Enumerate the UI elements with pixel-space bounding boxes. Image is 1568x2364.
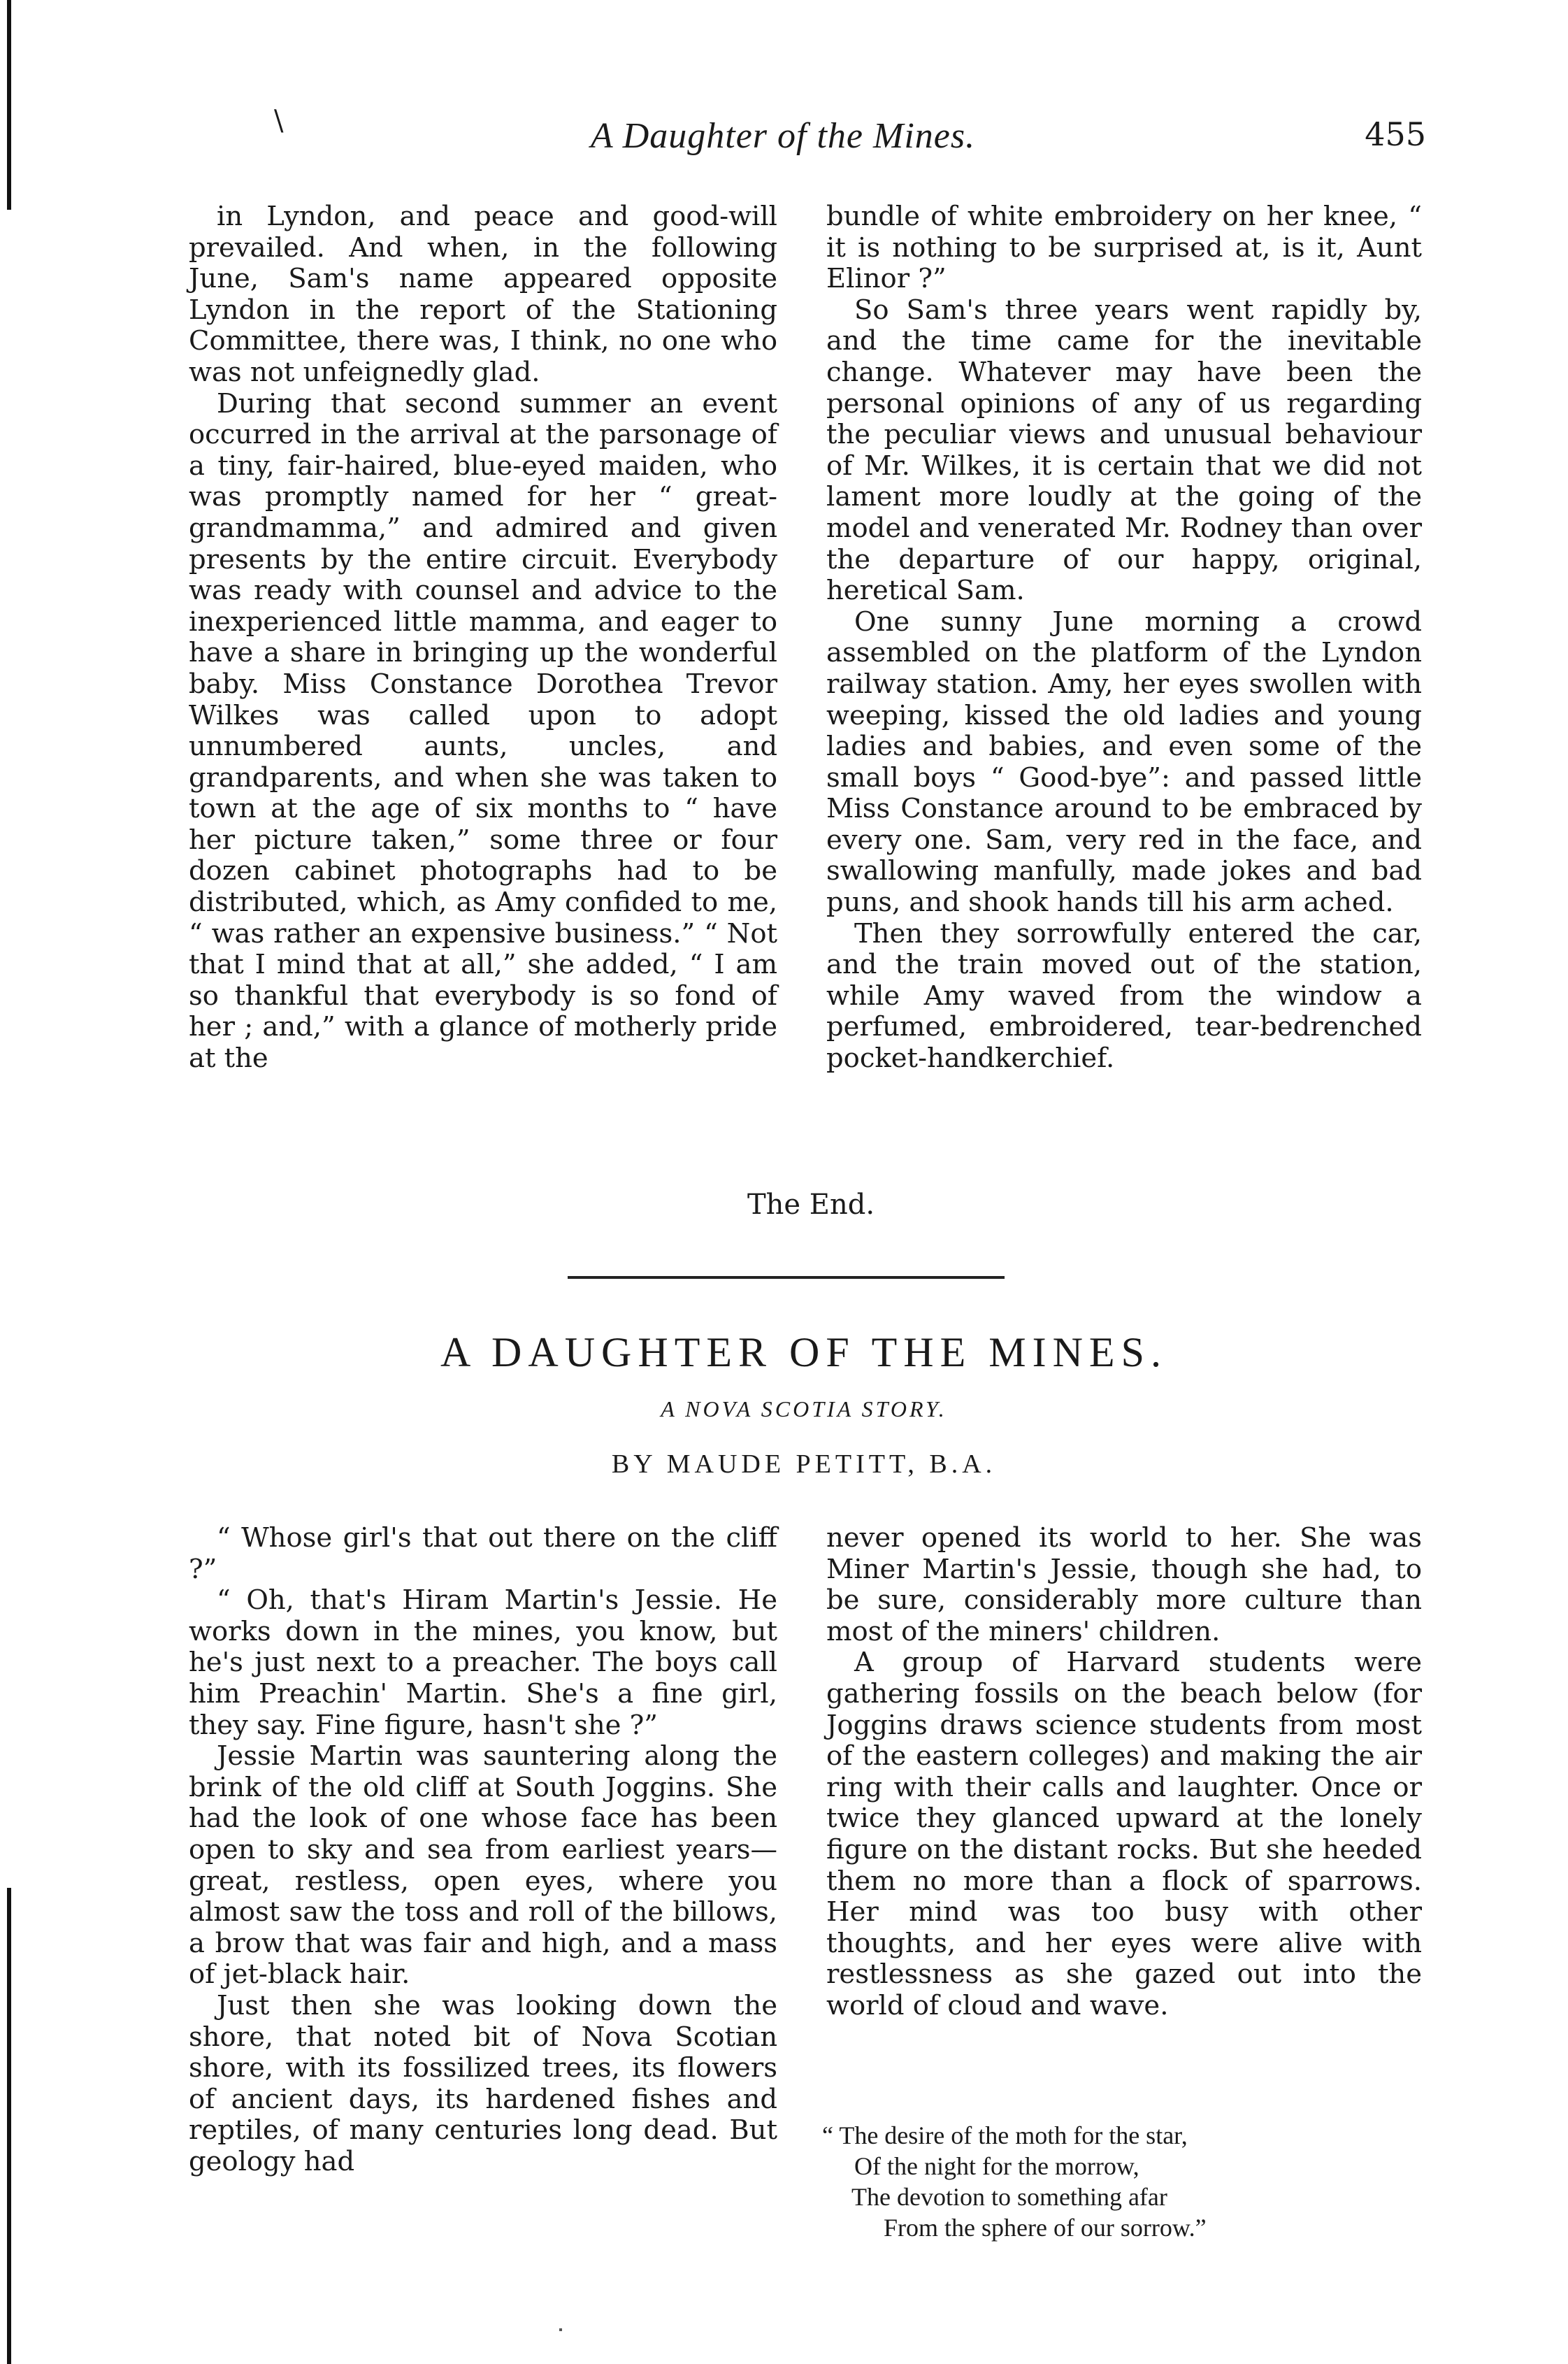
paragraph: “ Whose girl's that out there on the cliff ?” bbox=[189, 1522, 777, 1585]
paragraph: A group of Harvard students were gathering fossils on the beach below (for Joggins draws science students from most of the eastern colleges) and making the air ring with their calls and laughter. Once or twice they glanced upward at the lonely figure on the distant rocks. But she heeded them no more than a flock of sparrows. Her mind was too busy with other thoughts, and her eyes were alive with restlessness as she gazed out into the world of cloud and wave. bbox=[826, 1647, 1422, 2021]
paragraph: Jessie Martin was sauntering along the brink of the old cliff at South Joggins. She had the look of one whose face has been open to sky and sea from earliest years—great, restless, open eyes, where you almost saw the toss and roll of the billows, a brow that was fair and high, and a mass of jet-black hair. bbox=[189, 1740, 777, 1991]
verse-line: The devotion to something afar bbox=[851, 2183, 1167, 2211]
page-number: 455 bbox=[1365, 115, 1426, 153]
verse-line: “ The desire of the moth for the star, bbox=[822, 2121, 1188, 2149]
header-mark: \ bbox=[274, 105, 284, 137]
verse-quote bbox=[822, 2120, 1437, 2243]
new-story-left-column bbox=[189, 1523, 777, 2177]
scan-edge-shadow bbox=[7, 0, 11, 210]
previous-story-right-column bbox=[826, 201, 1422, 1075]
section-divider bbox=[568, 1276, 1005, 1279]
story-byline: BY MAUDE PETITT, B.A. bbox=[611, 1449, 997, 1479]
paragraph: Then they sorrowfully entered the car, and the train moved out of the station, while Amy waved from the window a perfumed, embroidered, tear-bedrenched pocket-handkerchief. bbox=[826, 917, 1422, 1075]
paragraph: never opened its world to her. She was Miner Martin's Jessie, though she had, to be sure, considerably more culture than most of the miners' children. bbox=[826, 1522, 1422, 1647]
new-story-right-column bbox=[826, 1523, 1422, 2022]
story-title: A DAUGHTER OF THE MINES. bbox=[440, 1329, 1167, 1375]
story-subtitle: A NOVA SCOTIA STORY. bbox=[661, 1396, 947, 1421]
scan-edge-shadow bbox=[7, 1888, 11, 2364]
verse-line: From the sphere of our sorrow.” bbox=[884, 2214, 1207, 2242]
verse-line: Of the night for the morrow, bbox=[854, 2152, 1139, 2180]
story-end-marker: The End. bbox=[747, 1189, 875, 1221]
paragraph: Just then she was looking down the shore, that noted bit of Nova Scotian shore, with its fossilized trees, its flowers of ancient days, its hardened fishes and reptiles, of many centuries long dead. But geology had bbox=[189, 1989, 777, 2177]
previous-story-left-column bbox=[189, 201, 777, 1075]
paragraph: So Sam's three years went rapidly by, and the time came for the inevitable change. Whatever may have been the personal opinions of any of us regarding the peculiar views and unusual behaviour of Mr. Wilkes, it is certain that we did not lament more loudly at the going of the model and venerated Mr. Rodney than over the departure of our happy, original, heretical Sam. bbox=[826, 294, 1422, 607]
paragraph: One sunny June morning a crowd assembled on the platform of the Lyndon railway station. Amy, her eyes swollen with weeping, kissed the old ladies and young ladies and babies, and even some of the small boys “ Good-bye”: and passed little Miss Constance around to be embraced by every one. Sam, very red in the face, and swallowing manfully, made jokes and bad puns, and shook hands till his arm ached. bbox=[826, 606, 1422, 919]
print-speck bbox=[559, 2328, 562, 2331]
paragraph: bundle of white embroidery on her knee, “ it is nothing to be surprised at, is it, Aunt Elinor ?” bbox=[826, 201, 1422, 295]
paragraph: During that second summer an event occurred in the arrival at the parsonage of a tiny, fair-haired, blue-eyed maiden, who was promptly named for her “ great-grandmamma,” and admired and given presents by the entire circuit. Everybody was ready with counsel and advice to the inexperienced little mamma, and eager to have a share in bringing up the wonderful baby. Miss Constance Dorothea Trevor Wilkes was called upon to adopt unnumbered aunts, uncles, and grandparents, and when she was taken to town at the age of six months to “ have her picture taken,” some three or four dozen cabinet photographs had to be distributed, which, as Amy confided to me, “ was rather an expensive business.” “ Not that I mind that at all,” she added, “ I am so thankful that everybody is so fond of her ; and,” with a glance of motherly pride at the bbox=[189, 387, 777, 1075]
running-title: A Daughter of the Mines. bbox=[590, 116, 976, 156]
paragraph: in Lyndon, and peace and good-will prevailed. And when, in the following June, Sam's name appeared opposite Lyndon in the report of the Stationing Committee, there was, I think, no one who was not unfeignedly glad. bbox=[189, 201, 777, 388]
paragraph: “ Oh, that's Hiram Martin's Jessie. He works down in the mines, you know, but he's just next to a preacher. The boys call him Preachin' Martin. She's a fine girl, they say. Fine figure, hasn't she ?” bbox=[189, 1584, 777, 1741]
